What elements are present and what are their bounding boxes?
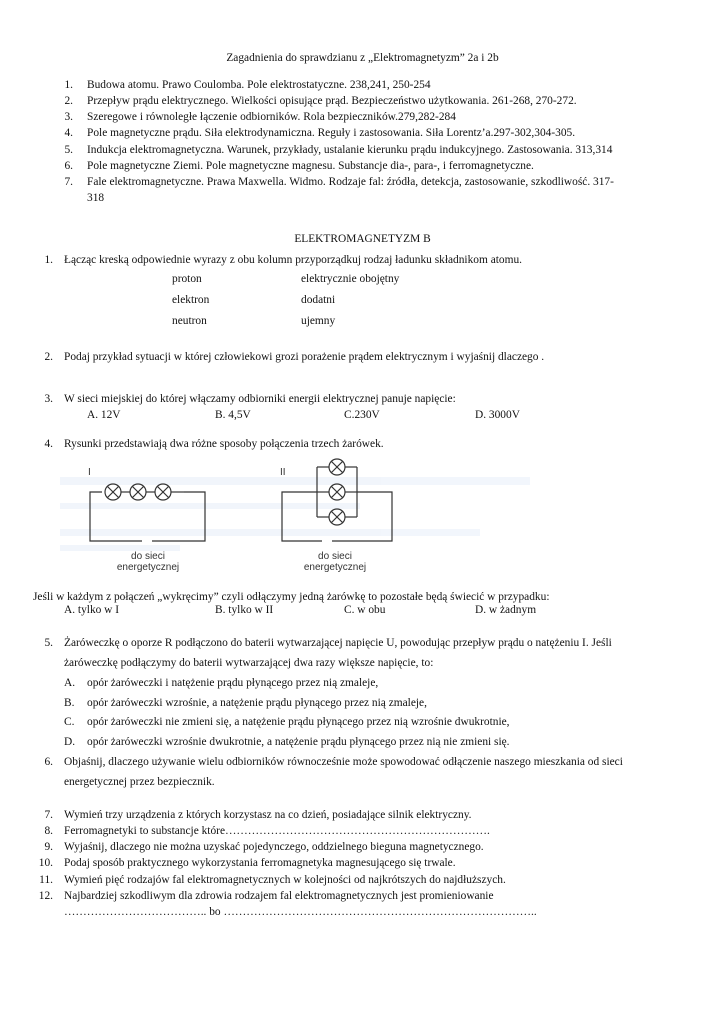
question-text: Wymień trzy urządzenia z których korzystasz na co dzień, posiadające silnik elektryczny.	[64, 809, 472, 821]
bulb-icon	[105, 484, 121, 500]
question-number: 3.	[44, 393, 53, 405]
topic-text: Pole magnetyczne prądu. Siła elektrodynamiczna. Reguły i zastosowania. Siła Lorentz’a.297-302,304-305.	[87, 127, 576, 139]
question-number: 4.	[44, 438, 53, 450]
question-text: żaróweczkę podłączymy do baterii wytwarzającej dwa razy większe napięcie, to:	[64, 657, 434, 669]
question-number: 1.	[44, 254, 53, 266]
topic-text: Szeregowe i równoległe łączenie odbiorników. Rola bezpieczników.279,282-284	[87, 111, 456, 123]
page-title: Zagadnienia do sprawdzianu z „Elektromagnetyzm” 2a i 2b	[226, 52, 499, 64]
question-number: 11.	[39, 874, 53, 886]
topic-number: 1.	[64, 79, 73, 91]
right-column-item: elektrycznie obojętny	[301, 273, 400, 285]
answer-option: B. 4,5V	[215, 409, 251, 421]
topic-number: 5.	[64, 144, 73, 156]
figure-label-i: I	[88, 467, 91, 478]
topic-text: Indukcja elektromagnetyczna. Warunek, przykłady, ustalanie kierunku prądu indukcyjnego. Zastosowania. 313,314	[87, 144, 613, 156]
question-number: 12.	[38, 890, 53, 902]
answer-option: C.230V	[344, 409, 380, 421]
section-title: ELEKTROMAGNETYZM B	[294, 233, 431, 245]
question-number: 7.	[44, 809, 53, 821]
answer-option: B. tylko w II	[215, 604, 274, 616]
question-text: W sieci miejskiej do której włączamy odbiorniki energii elektrycznej panuje napięcie:	[64, 393, 456, 405]
answer-option: A. tylko w I	[64, 604, 120, 616]
answer-option: D. w żadnym	[475, 604, 537, 616]
left-column-item: proton	[172, 273, 202, 285]
question-text: Wyjaśnij, dlaczego nie można uzyskać pojedynczego, oddzielnego bieguna magnetycznego.	[64, 841, 484, 853]
bulb-icon	[155, 484, 171, 500]
topic-text: Fale elektromagnetyczne. Prawa Maxwella. Widmo. Rodzaje fal: źródła, detekcja, zastosowanie, szkodliwość. 317-	[87, 176, 614, 188]
question-number: 8.	[44, 825, 53, 837]
bulb-icon	[329, 484, 345, 500]
question-text: Rysunki przedstawiają dwa różne sposoby połączenia trzech żarówek.	[64, 438, 384, 450]
topic-number: 6.	[64, 160, 73, 172]
question-text: Ferromagnetyki to substancje które…………………………………………………………….	[64, 825, 490, 837]
topic-number: 4.	[64, 127, 73, 139]
option-letter: A.	[64, 677, 76, 689]
question-number: 10.	[38, 857, 53, 869]
question-number: 9.	[44, 841, 53, 853]
left-column-item: elektron	[172, 294, 210, 306]
question-number: 6.	[44, 756, 53, 768]
parallel-circuit	[282, 459, 392, 541]
option-text: opór żaróweczki i natężenie prądu płynącego przez nią zmaleje,	[87, 677, 379, 689]
question-number: 5.	[44, 637, 53, 649]
topic-text: Budowa atomu. Prawo Coulomba. Pole elektrostatyczne. 238,241, 250-254	[87, 79, 431, 91]
question-text: Wymień pięć rodzajów fal elektromagnetycznych w kolejności od najkrótszych do najdłuższych.	[64, 874, 506, 886]
topic-number: 2.	[64, 95, 73, 107]
question-number: 2.	[44, 351, 53, 363]
figure-caption: do sieci	[131, 551, 165, 562]
option-text: opór żaróweczki wzrośnie, a natężenie prądu płynącego przez nią zmaleje,	[87, 697, 427, 709]
question-text: Żaróweczkę o oporze R podłączono do baterii wytwarzającej napięcie U, powodując przepływ prądu o natężeniu I. Jeśli	[64, 637, 612, 649]
left-column-item: neutron	[172, 315, 207, 327]
option-letter: D.	[64, 736, 76, 748]
figure-caption: do sieci	[318, 551, 352, 562]
topic-text-continued: 318	[87, 192, 105, 204]
answer-option: A. 12V	[87, 409, 121, 421]
figure-label-ii: II	[280, 467, 286, 478]
topic-number: 3.	[64, 111, 73, 123]
bulb-icon	[329, 459, 345, 475]
right-column-item: ujemny	[301, 315, 336, 327]
question-text: Jeśli w każdym z połączeń „wykręcimy” czyli odłączymy jedną żarówkę to pozostałe będą świecić w przypadku:	[33, 591, 550, 603]
figure-caption: energetycznej	[116, 562, 180, 573]
answer-option: C. w obu	[344, 604, 386, 616]
right-column-item: dodatni	[301, 294, 336, 306]
question-text: Podaj sposób praktycznego wykorzystania ferromagnetyka magnesującego się trwale.	[64, 857, 456, 869]
question-text: Najbardziej szkodliwym dla zdrowia rodzajem fal elektromagnetycznych jest promieniowanie	[64, 890, 494, 902]
option-text: opór żaróweczki wzrośnie dwukrotnie, a natężenie prądu płynącego przez nią nie zmieni się.	[87, 736, 510, 748]
question-text: Objaśnij, dlaczego używanie wielu odbiorników równocześnie może spowodować odłączenie naszego mieszkania od sieci	[64, 756, 623, 768]
topic-text: Przepływ prądu elektrycznego. Wielkości opisujące prąd. Bezpieczeństwo użytkowania. 261-268, 270-272.	[87, 95, 577, 107]
question-text: Łącząc kreską odpowiednie wyrazy z obu kolumn przyporządkuj rodzaj ładunku składnikom atomu.	[64, 254, 523, 266]
topic-text: Pole magnetyczne Ziemi. Pole magnetyczne magnesu. Substancje dia-, para-, i ferromagnetyczne.	[87, 160, 534, 172]
question-text: energetycznej przez bezpiecznik.	[64, 776, 215, 788]
topic-number: 7.	[64, 176, 73, 188]
answer-option: D. 3000V	[475, 409, 520, 421]
question-text: Podaj przykład sytuacji w której człowiekowi grozi porażenie prądem elektrycznym i wyjaśnij dlaczego .	[64, 351, 545, 363]
option-letter: B.	[64, 697, 75, 709]
answer-blank-line: ……………………………….. bo ………………………………………………………………………..	[64, 906, 537, 918]
figure-caption: energetycznej	[303, 562, 367, 573]
option-text: opór żaróweczki nie zmieni się, a natężenie prądu płynącego przez nią wzrośnie dwukrotnie,	[87, 716, 510, 728]
bulb-icon	[329, 509, 345, 525]
bulb-icon	[130, 484, 146, 500]
option-letter: C.	[64, 716, 75, 728]
bulb-circuits-figure	[60, 455, 540, 575]
